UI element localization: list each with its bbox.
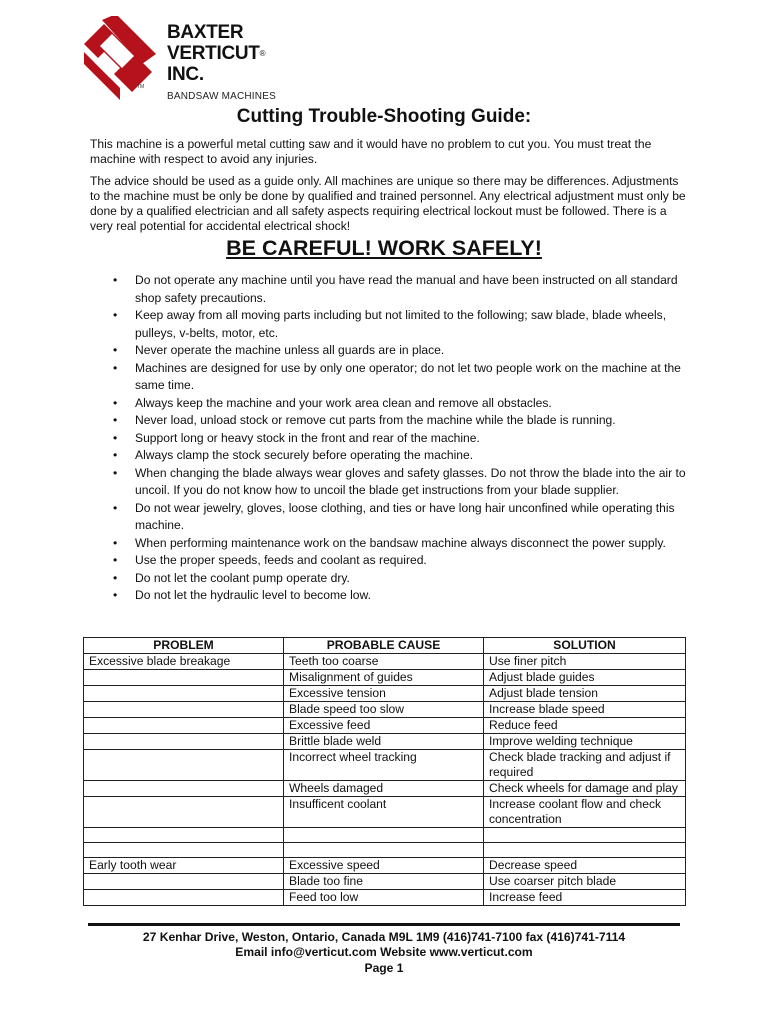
safety-list-item <box>110 500 690 535</box>
safety-list-item <box>110 570 690 588</box>
footer-address: 27 Kenhar Drive, Weston, Ontario, Canada M9L 1M9 (416)741-7100 fax (416)741-7114 <box>142 930 626 944</box>
solution-cell: Adjust blade tension <box>484 686 686 702</box>
bullet-icon: • <box>113 360 118 375</box>
intro-paragraph-1: This machine is a powerful metal cutting saw and it would have no problem to cut you. You must treat the machine with respect to avoid any injuries. <box>90 137 652 166</box>
table-row <box>84 781 686 797</box>
solution-cell: Check wheels for damage and play <box>484 781 686 797</box>
safety-list-item <box>110 587 690 605</box>
company-name-line-3: INC. <box>167 64 204 85</box>
problem-cell: Excessive blade breakage <box>84 654 284 670</box>
safety-list-item <box>110 412 690 430</box>
bullet-icon: • <box>113 343 118 357</box>
problem-cell <box>84 702 284 718</box>
table-row <box>84 670 686 686</box>
cause-cell: Wheels damaged <box>284 781 484 797</box>
company-name-line-2: VERTICUT <box>167 43 260 64</box>
bullet-icon: • <box>113 465 118 480</box>
solution-cell: Increase blade speed <box>484 702 686 718</box>
safety-item-text: Machines are designed for use by only one operator; do not let two people work on the machine at the same time. <box>135 360 681 392</box>
solution-cell: Use coarser pitch blade <box>484 874 686 890</box>
problem-cell <box>84 797 284 828</box>
table-row <box>84 702 686 718</box>
safety-list-item <box>110 342 690 360</box>
safety-item-text: Support long or heavy stock in the front and rear of the machine. <box>135 430 480 445</box>
safety-list-item <box>110 395 690 413</box>
bullet-icon: • <box>113 535 118 550</box>
bullet-icon: • <box>113 430 118 445</box>
problem-cell <box>84 843 284 858</box>
safety-item-text: Do not wear jewelry, gloves, loose clothing, and ties or have long hair unconfined while operating this machine. <box>135 500 675 532</box>
safety-list-item <box>110 360 690 395</box>
safety-list <box>110 272 690 605</box>
solution-cell: Use finer pitch <box>484 654 686 670</box>
problem-cell <box>84 686 284 702</box>
bullet-icon: • <box>113 448 118 462</box>
table-header-row <box>84 638 686 654</box>
bullet-icon: • <box>113 413 118 427</box>
safety-item-text: When changing the blade always wear gloves and safety glasses. Do not throw the blade into the air to uncoil. If you do not know how to uncoil the blade get instructions from your blade supplier. <box>135 465 686 497</box>
safety-heading: BE CAREFUL! WORK SAFELY! <box>226 236 542 260</box>
safety-list-item <box>110 430 690 448</box>
trouble-shooting-table <box>83 637 686 906</box>
table-row <box>84 750 686 781</box>
solution-cell: Increase feed <box>484 890 686 906</box>
solution-cell: Increase coolant flow and check concentration <box>484 797 686 828</box>
trademark-mark: TM <box>137 84 145 90</box>
solution-cell <box>484 828 686 843</box>
solution-cell: Decrease speed <box>484 858 686 874</box>
table-row <box>84 874 686 890</box>
company-logo <box>80 12 280 104</box>
problem-cell: Early tooth wear <box>84 858 284 874</box>
cause-cell: Blade too fine <box>284 874 484 890</box>
bullet-icon: • <box>113 308 118 322</box>
safety-list-item <box>110 447 690 465</box>
problem-cell <box>84 874 284 890</box>
safety-item-text: Do not let the hydraulic level to become low. <box>135 588 371 602</box>
problem-cell <box>84 890 284 906</box>
table-row <box>84 858 686 874</box>
solution-cell: Reduce feed <box>484 718 686 734</box>
solution-cell <box>484 843 686 858</box>
company-tagline: BANDSAW MACHINES <box>167 91 276 102</box>
safety-list-item <box>110 272 690 307</box>
cause-cell: Brittle blade weld <box>284 734 484 750</box>
safety-list-item <box>110 307 690 342</box>
intro-paragraph-2: The advice should be used as a guide only. All machines are unique so there may be differences. Adjustments to the machine must be only be done by qualified and trained personnel. Any electrical adjustment must only be done by a qualified electrician and all safety aspects requiring electrical lockout must be followed. There is a very real potential for accidental electrical shock! <box>90 174 686 233</box>
safety-list-item <box>110 552 690 570</box>
safety-item-text: Always keep the machine and your work area clean and remove all obstacles. <box>135 395 552 410</box>
solution-cell: Adjust blade guides <box>484 670 686 686</box>
column-header-problem: PROBLEM <box>84 638 284 654</box>
table-row <box>84 797 686 828</box>
safety-item-text: Never operate the machine unless all guards are in place. <box>135 343 445 357</box>
footer-divider <box>88 923 680 926</box>
table-row <box>84 890 686 906</box>
cause-cell: Incorrect wheel tracking <box>284 750 484 781</box>
bullet-icon: • <box>113 570 118 585</box>
bullet-icon: • <box>113 395 118 410</box>
cause-cell: Blade speed too slow <box>284 702 484 718</box>
cause-cell <box>284 843 484 858</box>
cause-cell: Feed too low <box>284 890 484 906</box>
safety-item-text: Never load, unload stock or remove cut parts from the machine while the blade is running. <box>135 413 616 427</box>
cause-cell: Teeth too coarse <box>284 654 484 670</box>
bullet-icon: • <box>113 588 118 602</box>
page-title: Cutting Trouble-Shooting Guide: <box>236 106 532 127</box>
column-header-probable-cause: PROBABLE CAUSE <box>284 638 484 654</box>
footer-contact: Email info@verticut.com Website www.verticut.com <box>235 945 533 959</box>
table-row <box>84 654 686 670</box>
cause-cell: Insufficent coolant <box>284 797 484 828</box>
problem-cell <box>84 828 284 843</box>
cause-cell: Excessive tension <box>284 686 484 702</box>
solution-cell: Improve welding technique <box>484 734 686 750</box>
cause-cell <box>284 828 484 843</box>
bullet-icon: • <box>113 500 118 515</box>
table-row <box>84 828 686 843</box>
table-row <box>84 734 686 750</box>
problem-cell <box>84 781 284 797</box>
solution-cell: Check blade tracking and adjust if required <box>484 750 686 781</box>
table-row <box>84 843 686 858</box>
company-name-line-1: BAXTER <box>167 22 244 43</box>
safety-item-text: Do not let the coolant pump operate dry. <box>135 570 350 585</box>
table-row <box>84 718 686 734</box>
problem-cell <box>84 670 284 686</box>
company-name <box>167 22 265 85</box>
footer-page-number: Page 1 <box>364 961 404 975</box>
problem-cell <box>84 750 284 781</box>
safety-item-text: Use the proper speeds, feeds and coolant as required. <box>135 553 427 567</box>
safety-item-text: Do not operate any machine until you have read the manual and have been instructed on all standard shop safety precautions. <box>135 273 678 305</box>
cause-cell: Excessive speed <box>284 858 484 874</box>
safety-item-text: When performing maintenance work on the bandsaw machine always disconnect the power supply. <box>135 535 666 550</box>
problem-cell <box>84 734 284 750</box>
table-row <box>84 686 686 702</box>
column-header-solution: SOLUTION <box>484 638 686 654</box>
cause-cell: Excessive feed <box>284 718 484 734</box>
bullet-icon: • <box>113 553 118 567</box>
cause-cell: Misalignment of guides <box>284 670 484 686</box>
problem-cell <box>84 718 284 734</box>
safety-item-text: Keep away from all moving parts including but not limited to the following; saw blade, blade wheels, pulleys, v-belts, motor, etc. <box>135 308 667 340</box>
registered-mark: ® <box>259 49 266 58</box>
bullet-icon: • <box>113 273 118 287</box>
safety-list-item <box>110 535 690 553</box>
baxter-logo-mark-icon <box>80 16 158 100</box>
safety-list-item <box>110 465 690 500</box>
safety-item-text: Always clamp the stock securely before operating the machine. <box>135 448 474 462</box>
